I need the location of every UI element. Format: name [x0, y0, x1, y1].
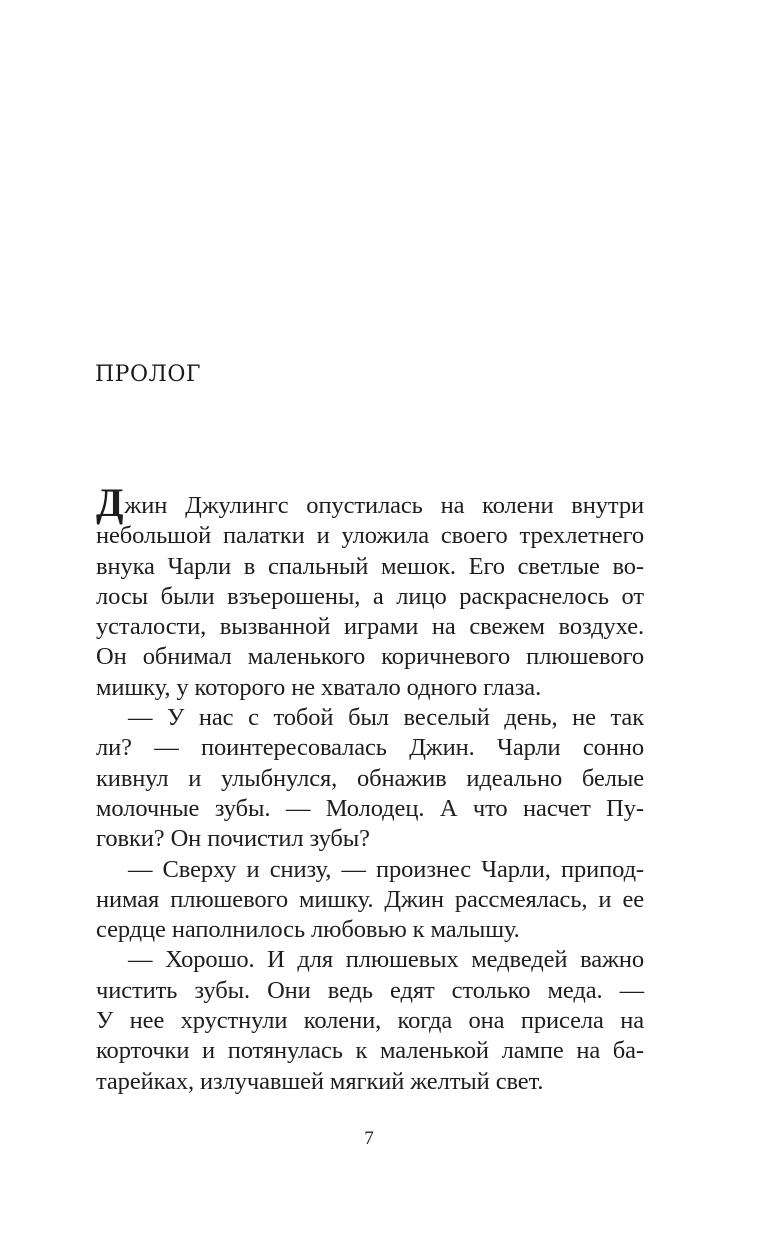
text-line: молочные зубы. — Молодец. А что насчет Пу- [96, 794, 644, 822]
text-line: сердце наполнилось любовью к малышу. [96, 916, 520, 944]
text-line: внука Чарли в спальный мешок. Его светлые во- [96, 552, 644, 580]
text-line: ли? — поинтересовалась Джин. Чарли сонно [96, 734, 644, 762]
text-line: говки? Он почистил зубы? [96, 825, 370, 853]
text-line: чистить зубы. Они ведь едят столько меда. — [96, 976, 644, 1004]
text-line: — У нас с тобой был веселый день, не так [128, 704, 644, 732]
text-line: небольшой палатки и уложила своего трехлетнего [96, 522, 644, 550]
text-line: корточки и потянулась к маленькой лампе на ба- [96, 1037, 644, 1065]
text-line: Он обнимал маленького коричневого плюшевого [96, 643, 644, 671]
chapter-title: ПРОЛОГ [95, 362, 201, 387]
text-line [96, 480, 644, 525]
text-line-content: жин Джулингс опустилась на колени внутри [124, 492, 644, 519]
text-line: кивнул и улыбнулся, обнажив идеально белые [96, 764, 644, 792]
text-line: мишку, у которого не хватало одного глаза. [96, 673, 542, 701]
text-line: — Сверху и снизу, — произнес Чарли, припод- [128, 855, 644, 883]
drop-cap: Д [96, 480, 124, 525]
text-line: тарейках, излучавшей мягкий желтый свет. [96, 1067, 544, 1095]
text-line: У нее хрустнули колени, когда она присела на [96, 1007, 644, 1035]
text-line: лосы были взъерошены, а лицо раскраснелось от [96, 582, 644, 610]
body-text [96, 480, 644, 1097]
text-line: усталости, вызванной играми на свежем воздухе. [96, 613, 644, 641]
text-line: нимая плюшевого мишку. Джин рассмеялась, и ее [96, 885, 644, 913]
text-line: — Хорошо. И для плюшевых медведей важно [128, 946, 644, 974]
page-number: 7 [364, 1128, 374, 1149]
